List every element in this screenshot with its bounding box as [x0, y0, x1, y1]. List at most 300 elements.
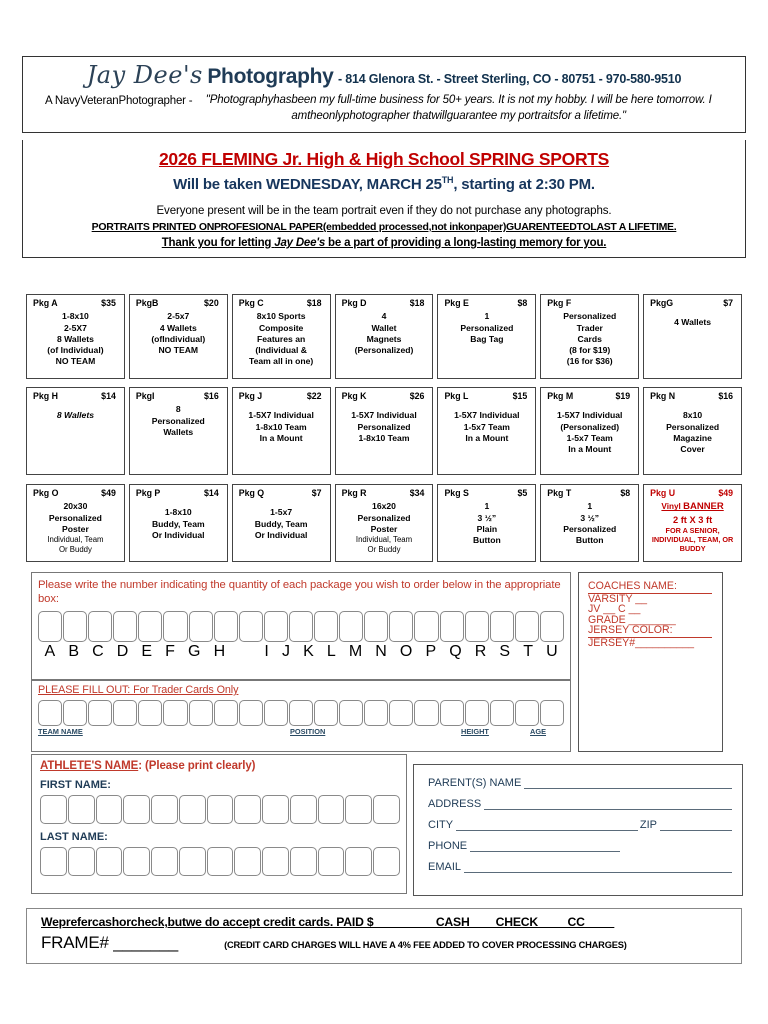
trader-card-cell[interactable] — [163, 700, 187, 726]
business-address: - 814 Glenora St. - Street Sterling, CO - 80751 - 970-580-9510 — [337, 72, 682, 86]
package-header — [545, 391, 634, 402]
package-detail-line: Personalized — [357, 421, 411, 432]
package-code: PkgB — [135, 298, 159, 308]
frame-number-field[interactable]: FRAME# _______ — [41, 933, 179, 952]
package-letter-q: Q — [449, 642, 462, 660]
last-name-cell[interactable] — [290, 847, 317, 876]
package-detail-line: Personalized — [151, 415, 205, 426]
package-detail-line: Individual, Team — [47, 534, 104, 544]
trader-card-cell[interactable] — [289, 700, 313, 726]
trader-card-panel — [31, 680, 571, 752]
jersey-color-label: JERSEY COLOR: — [588, 624, 673, 637]
package-detail-line: (ofIndividual) — [151, 333, 206, 344]
package-letter-j: J — [281, 642, 290, 660]
trader-label-position: POSITION — [290, 727, 326, 736]
package-letter-gap — [232, 643, 245, 661]
email-row — [428, 861, 732, 873]
trader-card-cell[interactable] — [38, 700, 62, 726]
order-quantity-cell[interactable] — [289, 611, 313, 642]
address-label: ADDRESS — [428, 798, 482, 810]
package-code: Pkg H — [33, 391, 58, 401]
package-detail-line: Composite — [258, 322, 304, 333]
trader-card-cell[interactable] — [339, 700, 363, 726]
order-quantity-cell[interactable] — [113, 611, 137, 642]
package-detail-line: 3 ½” — [580, 512, 600, 523]
package-box-pkgd — [335, 294, 434, 379]
order-quantity-cell[interactable] — [88, 611, 112, 642]
package-code: Pkg M — [547, 391, 574, 401]
last-name-cell[interactable] — [123, 847, 150, 876]
trader-card-cell[interactable] — [189, 700, 213, 726]
package-box-pkgq — [232, 484, 331, 562]
package-price: $16 — [718, 391, 734, 401]
first-name-cell[interactable] — [151, 795, 178, 824]
event-datetime — [33, 175, 735, 193]
athlete-name-title — [40, 760, 400, 772]
package-price: $7 — [723, 298, 734, 308]
package-detail-line: 16x20 — [372, 501, 396, 512]
last-name-cell[interactable] — [234, 847, 261, 876]
package-detail-line: Buddy, Team — [254, 518, 308, 529]
package-code: Pkg Q — [238, 488, 265, 498]
package-detail-line: Poster — [62, 523, 89, 534]
last-name-cell[interactable] — [151, 847, 178, 876]
first-name-cell[interactable] — [345, 795, 372, 824]
package-detail-line: 4 Wallets — [159, 322, 197, 333]
tagline-row — [31, 93, 737, 124]
brand-script-logo: Jay Dee's — [86, 61, 203, 89]
package-detail-line: Or Individual — [152, 529, 205, 540]
package-letter-m: M — [348, 642, 363, 660]
package-letter-e: E — [141, 642, 153, 660]
order-quantity-cell[interactable] — [414, 611, 438, 642]
package-header — [442, 391, 531, 402]
order-quantity-cell[interactable] — [515, 611, 539, 642]
package-detail-line: Or Buddy — [58, 545, 92, 555]
package-price: $7 — [311, 488, 322, 498]
address-input[interactable] — [484, 799, 732, 810]
last-name-label: LAST NAME: — [40, 831, 108, 843]
package-detail-line: 2-5X7 — [63, 322, 87, 333]
package-row-2 — [26, 387, 742, 475]
package-price: $35 — [101, 298, 116, 308]
package-detail-line: Button — [473, 534, 501, 545]
first-name-cell[interactable] — [96, 795, 123, 824]
package-detail-line: 1-5X7 Individual — [351, 410, 417, 421]
package-detail-line: 8 Wallets — [56, 410, 94, 421]
package-header — [545, 298, 634, 309]
package-box-pkgf — [540, 294, 639, 379]
last-name-cell[interactable] — [345, 847, 372, 876]
package-letter-h: H — [213, 642, 226, 660]
package-row-3 — [26, 484, 742, 562]
event-datetime-post: , starting at 2:30 PM. — [453, 176, 595, 193]
package-header — [442, 298, 531, 309]
package-code: Pkg A — [33, 298, 58, 308]
package-code: Pkg J — [238, 391, 263, 401]
trader-card-cell[interactable] — [63, 700, 87, 726]
package-box-pkgr — [335, 484, 434, 562]
package-detail-line: (Individual & — [255, 344, 307, 355]
team-portrait-note: Everyone present will be in the team portrait even if they do not purchase any photographs. — [156, 205, 612, 217]
payment-methods-line[interactable]: Weprefercashorcheck,butwe do accept credit cards. PAID $_________ CASH ___ CHECK____ CC ____ — [41, 915, 615, 929]
package-detail-line: (Personalized) — [354, 344, 414, 355]
package-detail-line: Personalized — [357, 512, 411, 523]
package-box-pkgu — [643, 484, 742, 562]
package-detail-line: Bag Tag — [470, 333, 504, 344]
first-name-cell[interactable] — [262, 795, 289, 824]
package-detail-line: 1-5X7 Individual — [454, 410, 520, 421]
package-detail-line: 8x10 Sports — [256, 311, 306, 322]
phone-label: PHONE — [428, 840, 468, 852]
thanks-brand: Jay Dee's — [274, 237, 326, 249]
city-input[interactable] — [456, 820, 638, 831]
package-box-pkgi — [129, 387, 228, 475]
package-price: $26 — [409, 391, 425, 401]
last-name-cell[interactable] — [40, 847, 67, 876]
package-detail-line: Trader — [576, 322, 603, 333]
package-detail-line: NO TEAM — [158, 344, 199, 355]
package-detail-line: 20x30 — [63, 501, 88, 512]
trader-card-cell[interactable] — [465, 700, 489, 726]
order-quantity-cell[interactable] — [239, 611, 263, 642]
package-banner-vinyl: Vinyl — [661, 502, 684, 512]
grade-field[interactable]: GRADE ________ — [588, 613, 676, 626]
package-detail-line: Poster — [370, 523, 398, 534]
parent-name-label: PARENT(S) NAME — [428, 777, 522, 789]
package-code: Pkg K — [341, 391, 367, 401]
package-letter-n: N — [375, 642, 387, 660]
address-row — [428, 798, 732, 810]
trader-card-cell[interactable] — [314, 700, 338, 726]
package-price: $14 — [204, 488, 219, 498]
package-code: Pkg D — [341, 298, 367, 308]
announcement-block — [22, 140, 746, 258]
package-detail-line: 1-5X7 Individual — [248, 410, 314, 421]
trader-card-cell[interactable] — [138, 700, 162, 726]
package-code: Pkg S — [444, 488, 469, 498]
package-box-pkgk — [335, 387, 434, 475]
email-input[interactable] — [464, 862, 732, 873]
last-name-cell[interactable] — [179, 847, 206, 876]
paper-quality-note: PORTRAITS PRINTED ONPROFESIONAL PAPER(embedded processed,not inkonpaper)GUARENTEEDTOLAST A LIFETIME. — [91, 221, 677, 233]
order-quantity-cell[interactable] — [364, 611, 388, 642]
package-detail-line: 8 Wallets — [56, 333, 94, 344]
package-code: Pkg L — [444, 391, 469, 401]
letterhead-header — [22, 56, 746, 133]
package-header — [648, 391, 737, 402]
package-price: $22 — [306, 391, 322, 401]
package-detail-line: In a Mount — [568, 443, 612, 454]
package-banner-word: BANNER — [683, 501, 724, 513]
trader-card-cell[interactable] — [540, 700, 564, 726]
order-instruction-text: Please write the number indicating the quantity of each package you wish to order below in the appropriate box: — [38, 579, 561, 606]
package-box-pkgt — [540, 484, 639, 562]
package-detail-line: 3 ½” — [477, 512, 497, 523]
last-name-cell[interactable] — [207, 847, 234, 876]
package-box-pkgm — [540, 387, 639, 475]
package-detail-line: Or Individual — [254, 529, 308, 540]
package-header — [237, 488, 326, 499]
city-zip-row — [428, 819, 732, 831]
package-header — [648, 298, 737, 309]
package-detail-line: 1-8x10 — [164, 507, 192, 518]
package-detail-line: 4 — [381, 311, 387, 322]
package-box-pkga — [26, 294, 125, 379]
event-datetime-pre: Will be taken WEDNESDAY, MARCH 25 — [173, 176, 442, 193]
last-name-cell[interactable] — [68, 847, 95, 876]
package-code: Pkg E — [444, 298, 469, 308]
credit-card-fee-note: (CREDIT CARD CHARGES WILL HAVE A 4% FEE ADDED TO COVER PROCESSING CHARGES) — [224, 940, 627, 950]
athlete-name-panel — [31, 754, 407, 894]
package-detail-line: 1-8x10 — [62, 311, 89, 322]
package-header — [340, 298, 429, 309]
coaches-info-panel — [578, 572, 723, 752]
package-detail-line: 4 Wallets — [674, 317, 712, 328]
package-detail-line: Or Buddy — [367, 545, 401, 555]
package-header — [237, 391, 326, 402]
email-label: EMAIL — [428, 861, 462, 873]
package-header — [237, 298, 326, 309]
parent-name-row — [428, 777, 732, 789]
package-header — [134, 488, 223, 499]
trader-card-cell[interactable] — [113, 700, 137, 726]
package-header — [134, 391, 223, 402]
package-code: Pkg R — [341, 488, 367, 498]
order-quantity-cell[interactable] — [38, 611, 62, 642]
order-quantity-cell[interactable] — [465, 611, 489, 642]
package-detail-line: 1-8x10 Team — [358, 432, 410, 443]
package-detail-line: Wallets — [163, 426, 194, 437]
package-code: PkgG — [650, 298, 674, 308]
parent-name-input[interactable] — [524, 778, 732, 789]
package-letter-labels — [38, 643, 564, 661]
package-detail-line: Personalized — [48, 512, 102, 523]
order-quantity-cell[interactable] — [138, 611, 162, 642]
package-detail-line: Wallet — [371, 322, 397, 333]
package-detail-line: 2-5x7 — [167, 311, 190, 322]
payment-panel — [26, 908, 742, 964]
first-name-cell[interactable] — [318, 795, 345, 824]
first-name-cell[interactable] — [373, 795, 400, 824]
package-header — [648, 488, 737, 499]
first-name-cell[interactable] — [123, 795, 150, 824]
package-detail-line: Personalized — [563, 523, 617, 534]
brand-line — [31, 63, 737, 88]
package-code: Pkg U — [650, 488, 676, 498]
order-quantity-cell[interactable] — [490, 611, 514, 642]
trader-card-cell[interactable] — [239, 700, 263, 726]
package-code: Pkg N — [650, 391, 676, 401]
last-name-cell[interactable] — [262, 847, 289, 876]
package-price: $16 — [204, 391, 219, 401]
package-detail-line: 1-5x7 Team — [463, 421, 510, 432]
package-detail-line: In a Mount — [465, 432, 509, 443]
package-banner-size: 2 ft X 3 ft — [672, 514, 713, 525]
order-quantity-cell[interactable] — [214, 611, 238, 642]
package-price: $34 — [409, 488, 425, 498]
package-header — [31, 488, 120, 499]
package-price: $49 — [718, 488, 734, 498]
package-detail-line: (8 for $19) — [569, 344, 611, 355]
package-letter-r: R — [474, 642, 487, 660]
package-header — [31, 391, 120, 402]
package-letter-i: I — [264, 642, 269, 660]
tagline-quote: "Photographyhasbeen my full-time business for 50+ years. It is not my hobby. I will be here tomorrow. I amtheonlyphotographer thatwillguarantee my portraitsfor a lifetime." — [205, 94, 712, 122]
jv-c-field[interactable]: JV __ C __ — [588, 603, 641, 616]
thanks-post: be a part of providing a long-lasting memory for you. — [325, 237, 607, 249]
order-quantity-cell[interactable] — [339, 611, 363, 642]
package-box-pkgn — [643, 387, 742, 475]
package-code: Pkg T — [547, 488, 572, 498]
first-name-boxes[interactable] — [40, 795, 400, 824]
package-header — [31, 298, 120, 309]
package-detail-line: 1 — [484, 311, 490, 322]
package-detail-line: Team all in one) — [248, 356, 314, 367]
package-price: $19 — [615, 391, 631, 401]
trader-card-title: PLEASE FILL OUT: For Trader Cards Only — [38, 684, 239, 696]
package-code: Pkg F — [547, 298, 572, 308]
order-quantity-cell[interactable] — [440, 611, 464, 642]
brand-photography-word: Photography — [207, 65, 334, 88]
package-box-pkgh — [26, 387, 125, 475]
trader-card-cell[interactable] — [389, 700, 413, 726]
package-detail-line: NO TEAM — [55, 356, 96, 367]
package-detail-line: Personalized — [563, 311, 617, 322]
coaches-name-label: COACHES NAME: — [588, 580, 677, 592]
zip-label: ZIP — [639, 819, 657, 831]
package-banner-title — [648, 501, 737, 513]
athlete-title-underlined: ATHLETE'S NAME — [40, 760, 139, 772]
package-letter-o: O — [399, 642, 413, 660]
jersey-number-field[interactable]: JERSEY#__________ — [588, 636, 695, 649]
package-code: Pkg O — [33, 488, 59, 498]
package-letter-b: B — [68, 642, 79, 660]
first-name-label: FIRST NAME: — [40, 779, 111, 791]
package-detail-line: 1 — [484, 501, 490, 512]
package-detail-line: 8 — [175, 404, 181, 415]
package-box-pkgc — [232, 294, 331, 379]
package-detail-line: 1-5x7 — [270, 507, 293, 518]
package-header — [134, 298, 223, 309]
package-detail-line: Features an — [257, 333, 306, 344]
package-code: PkgI — [135, 391, 155, 401]
first-name-cell[interactable] — [234, 795, 261, 824]
trader-field-labels — [38, 727, 564, 739]
package-letter-c: C — [92, 642, 104, 660]
package-detail-line: (Personalized) — [560, 421, 620, 432]
trader-card-cell[interactable] — [515, 700, 539, 726]
trader-card-boxes[interactable] — [38, 700, 564, 726]
trader-card-cell[interactable] — [414, 700, 438, 726]
package-detail-line: 1-8x10 Team — [255, 421, 307, 432]
package-detail-line: Personalized — [460, 322, 514, 333]
package-box-pkge — [437, 294, 536, 379]
phone-input[interactable] — [470, 841, 620, 852]
package-code: Pkg C — [238, 298, 264, 308]
parent-info-panel — [413, 764, 743, 896]
frame-and-fee-row — [41, 933, 741, 953]
first-name-cell[interactable] — [290, 795, 317, 824]
order-quantity-cell[interactable] — [189, 611, 213, 642]
package-letter-t: T — [523, 642, 533, 660]
first-name-cell[interactable] — [40, 795, 67, 824]
trader-card-cell[interactable] — [264, 700, 288, 726]
last-name-cell[interactable] — [96, 847, 123, 876]
package-letter-f: F — [165, 642, 175, 660]
order-quantity-cell[interactable] — [163, 611, 187, 642]
package-box-pkgb — [129, 294, 228, 379]
order-quantity-cell[interactable] — [540, 611, 564, 642]
package-detail-line: 1-5x7 Team — [566, 432, 613, 443]
package-letter-p: P — [425, 642, 437, 660]
package-header — [545, 488, 634, 499]
package-letter-l: L — [326, 642, 336, 660]
order-quantity-cell[interactable] — [314, 611, 338, 642]
first-name-cell[interactable] — [207, 795, 234, 824]
package-header — [340, 391, 429, 402]
varsity-field[interactable]: VARSITY __ — [588, 592, 648, 605]
package-detail-line: In a Mount — [259, 432, 303, 443]
event-title: 2026 FLEMING Jr. High & High School SPRING SPORTS — [158, 149, 610, 169]
package-box-pkgl — [437, 387, 536, 475]
package-letter-k: K — [303, 642, 314, 660]
tagline-lead: A NavyVeteranPhotographer - — [45, 95, 193, 108]
package-price: $8 — [517, 298, 528, 308]
first-name-cell[interactable] — [179, 795, 206, 824]
package-price: $49 — [101, 488, 116, 498]
package-banner-desc: FOR A SENIOR, INDIVIDUAL, TEAM, OR BUDDY — [651, 525, 734, 554]
order-quantity-cell[interactable] — [63, 611, 87, 642]
package-letter-d: D — [116, 642, 129, 660]
package-price: $5 — [517, 488, 528, 498]
trader-card-cell[interactable] — [88, 700, 112, 726]
package-box-pkgs — [437, 484, 536, 562]
package-letter-u: U — [546, 642, 558, 660]
phone-row — [428, 840, 732, 852]
last-name-cell[interactable] — [373, 847, 400, 876]
order-quantity-cell[interactable] — [264, 611, 288, 642]
trader-card-cell[interactable] — [214, 700, 238, 726]
package-header — [442, 488, 531, 499]
trader-card-cell[interactable] — [440, 700, 464, 726]
trader-card-cell[interactable] — [490, 700, 514, 726]
order-quantity-cell[interactable] — [389, 611, 413, 642]
package-box-pkgj — [232, 387, 331, 475]
order-quantity-boxes[interactable] — [38, 611, 564, 642]
package-box-pkgo — [26, 484, 125, 562]
zip-input[interactable] — [660, 820, 732, 831]
last-name-cell[interactable] — [318, 847, 345, 876]
package-price: $14 — [101, 391, 116, 401]
first-name-cell[interactable] — [68, 795, 95, 824]
last-name-boxes[interactable] — [40, 847, 400, 876]
thank-you-note — [33, 237, 735, 249]
package-header — [340, 488, 429, 499]
trader-card-cell[interactable] — [364, 700, 388, 726]
package-row-1 — [26, 294, 742, 379]
package-detail-line: (16 for $36) — [566, 356, 613, 367]
package-price: $15 — [512, 391, 528, 401]
city-label: CITY — [428, 819, 454, 831]
package-letter-a: A — [44, 642, 56, 660]
package-detail-line: 8x10 — [683, 410, 703, 421]
athlete-title-rest: : (Please print clearly) — [138, 760, 256, 772]
package-detail-line: Buddy, Team — [151, 518, 205, 529]
package-letter-s: S — [499, 642, 511, 660]
package-detail-line: Plain — [476, 523, 498, 534]
package-box-pkgp — [129, 484, 228, 562]
